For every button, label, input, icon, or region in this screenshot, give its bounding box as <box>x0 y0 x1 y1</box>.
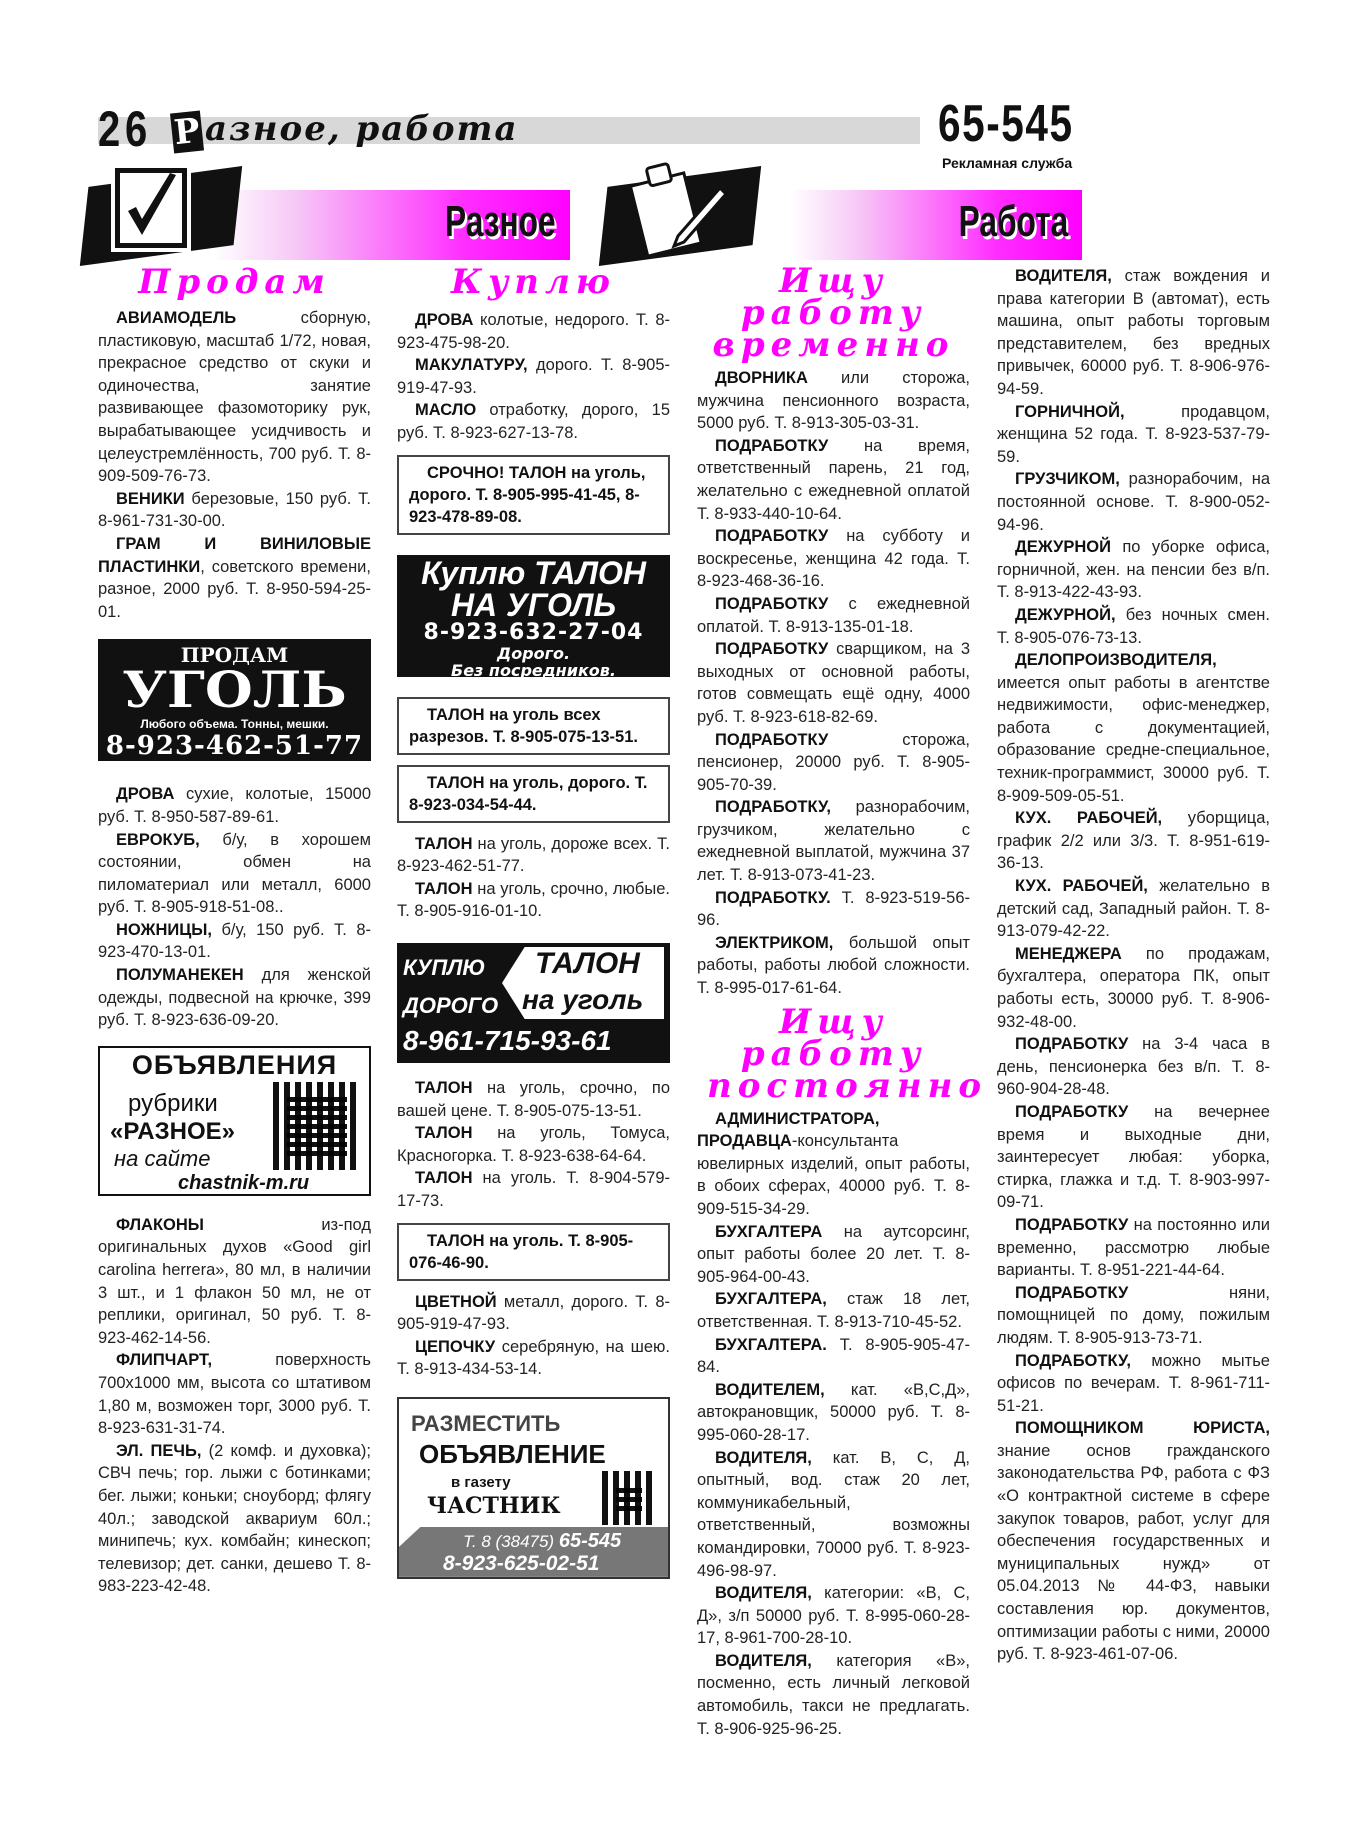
classified-ad <box>997 875 1270 943</box>
ad-text: продавцом, женщина 52 года. Т. 8-923-537-79-59. <box>997 402 1270 466</box>
classified-ad <box>997 468 1270 536</box>
ad-line: Куплю ТАЛОН <box>421 554 646 591</box>
ad-text: на 3-4 часа в день, пенсионерка без в/п. Т. 8-960-904-28-48. <box>997 1035 1270 1099</box>
boxed-ad: СРОЧНО! ТАЛОН на уголь, дорого. Т. 8-905-995-41-45, 8-923-478-89-08. <box>397 455 670 535</box>
classified-ad <box>98 307 371 488</box>
ad-text: без ночных смен. Т. 8-905-076-73-13. <box>997 605 1270 647</box>
ad-heading: ДРОВА <box>415 311 474 329</box>
ad-line: Дорого. <box>496 643 571 663</box>
ad-phone: 8-923-632-27-04 <box>423 619 644 645</box>
ad-heading: ВОДИТЕЛЯ, <box>715 1448 812 1467</box>
ad-text: из-под оригинальных духов «Good girl carolina herrera», 80 мл, в наличии 3 шт., и 1 флакон 50 мл, не от реплики, оригинал, 50 руб. Т. 8-923-462-14-56. <box>98 1215 371 1347</box>
ad-phone-line <box>463 1531 621 1551</box>
ad-text: няни, помощницей по дому, пожилым людям. Т. 8-905-913-73-71. <box>997 1283 1270 1347</box>
coal-ad-top: ПРОДАМ <box>180 643 289 668</box>
classified-ad <box>997 649 1270 807</box>
ad-heading: ЦВЕТНОЙ <box>415 1292 497 1311</box>
classified-ad <box>397 1122 670 1167</box>
site-ad-line1: рубрики <box>128 1089 218 1117</box>
classified-ad <box>697 729 970 797</box>
ad-list <box>697 367 970 1000</box>
ad-text: стаж 18 лет, ответственная. Т. 8-913-710-45-52. <box>697 1290 970 1331</box>
ad-heading: ТАЛОН <box>415 834 473 853</box>
ad-heading: ТАЛОН <box>415 1078 473 1097</box>
ad-heading: ПОДРАБОТКУ <box>1015 1102 1129 1121</box>
checkbox-icon <box>115 168 187 248</box>
ad-heading: ПОДРАБОТКУ <box>715 527 829 546</box>
classified-ad <box>697 1582 970 1650</box>
ad-text: серебряную, на шею. Т. 8-913-434-53-14. <box>397 1337 670 1379</box>
classified-ad <box>997 265 1270 401</box>
ad-text: большой опыт работы, работы любой сложности. Т. 8-995-017-61-64. <box>697 933 970 998</box>
ad-list <box>697 1108 970 1741</box>
ad-heading: БУХГАЛТЕРА, <box>715 1290 827 1309</box>
ad-text: поверхность 700x1000 мм, высота со штативом 1,80 м, возможен торг, 3000 руб. Т. 8-923-631-31-74. <box>98 1351 371 1438</box>
ad-line: в газету <box>451 1473 511 1491</box>
ad-line: РАЗМЕСТИТЬ <box>411 1410 561 1436</box>
classified-ad <box>697 1379 970 1447</box>
ad-text: уборщица, график 2/2 или 3/3. Т. 8-951-619-36-13. <box>997 809 1270 873</box>
ad-heading: ПОМОЩНИКОМ ЮРИСТА, <box>1015 1419 1270 1438</box>
classified-ad <box>997 1101 1270 1214</box>
ad-text: на аутсорсинг, опыт работы более 20 лет. Т. 8-905-964-00-43. <box>697 1222 970 1286</box>
ad-text: металл, дорого. Т. 8-905-919-47-93. <box>397 1292 670 1334</box>
classified-ad <box>697 1447 970 1583</box>
coal-sale-ad <box>98 639 371 761</box>
classified-ad <box>397 1336 670 1381</box>
ad-heading: ЦЕПОЧКУ <box>415 1337 496 1356</box>
ad-heading: АДМИНИСТРАТОРА, ПРОДАВЦА <box>697 1109 880 1151</box>
ad-line: на уголь <box>522 983 644 1015</box>
ad-text: б/у, в хорошем состоянии, обмен на пиломатериал или металл, 6000 руб. Т. 8-905-918-51-08.. <box>98 830 371 917</box>
classified-ad <box>98 783 371 828</box>
rubric-heading: Куплю <box>451 262 616 302</box>
ad-heading: ПОЛУМАНЕКЕН <box>116 966 244 985</box>
classified-ad <box>697 1108 970 1221</box>
ad-text: знание основ гражданского законодательства РФ, работа с ФЗ «О контрактной системе в сфере закупок товаров, работ, услуг для обеспечения государственных и муниципальных нужд» от 05.04.2013 № 44-ФЗ, навыки составления юр. документов, оптимизации работы с ними, 20000 руб. Т. 8-923-461-07-06. <box>997 1441 1270 1664</box>
column-temp-work <box>697 261 988 1740</box>
site-ad-line3: на сайте <box>114 1145 211 1171</box>
classified-ad <box>98 964 371 1032</box>
classified-ad <box>397 399 670 444</box>
ad-text: имеется опыт работы в агентстве недвижимости, офис-менеджер, работа с документацией, образование средне-специальное, техник-программист, 30000 руб. Т. 8-909-509-05-51. <box>997 673 1270 805</box>
classified-ad <box>997 536 1270 604</box>
ad-service-phone: 65-545 <box>938 95 1074 153</box>
ad-tel-number: 65-545 <box>558 1529 622 1552</box>
ad-text: кат. В, С, Д, опытный, вод. стаж 20 лет, коммуникабельный, ответственный, возможны командировки, 70000 руб. Т. 8-923-496-98-97. <box>697 1448 970 1580</box>
ad-heading: ТАЛОН <box>415 1124 473 1143</box>
ad-text: на вечернее время и выходные дни, заинтересует любая: уборка, стирка, глажка и т.д. Т. 8-903-997-09-71. <box>997 1102 1270 1212</box>
ad-heading: ДРОВА <box>116 785 175 804</box>
ad-text: отработку, дорого, 15 руб. Т. 8-923-627-13-78. <box>397 401 670 442</box>
ad-text: на уголь, Томуса, Красногорка. Т. 8-923-638-64-64. <box>397 1124 670 1165</box>
classified-ad <box>697 1650 970 1740</box>
classified-ad <box>697 887 970 932</box>
ad-text: дорого. Т. 8-905-919-47-93. <box>397 356 670 397</box>
boxed-ad: ТАЛОН на уголь всех разрезов. Т. 8-905-075-13-51. <box>397 697 670 755</box>
ad-heading: ГРУЗЧИКОМ, <box>1015 470 1120 489</box>
ad-text: на субботу и воскресенье, женщина 42 года. Т. 8-923-468-36-16. <box>697 527 970 591</box>
ad-text: сторожа, пенсионер, 20000 руб. Т. 8-905-905-70-39. <box>697 730 970 794</box>
classified-ad <box>98 1440 371 1598</box>
ad-text: Т. 8-905-905-47-84. <box>697 1335 970 1377</box>
column-buy <box>397 262 670 1579</box>
ad-text: березовые, 150 руб. Т. 8-961-731-30-00. <box>98 489 371 531</box>
ad-heading: ЕВРОКУБ, <box>116 830 200 849</box>
ad-text: сборную, пластиковую, масштаб 1/72, новая, прекрасное средство от скуки и одиночества, занятие развивающее фазомоторику рук, вырабатывающее усидчивость и целеустремлённость, 700 руб. Т. 8-909-509-76-73. <box>98 309 371 486</box>
ad-line: КУПЛЮ <box>403 954 486 980</box>
ad-heading: КУХ. РАБОЧЕЙ, <box>1015 877 1148 896</box>
ad-text: на уголь, срочно, любые. Т. 8-905-916-01-10. <box>397 879 670 921</box>
classified-ad <box>397 878 670 923</box>
ad-text: разнорабочим, на постоянной основе. Т. 8-900-052-94-96. <box>997 470 1270 534</box>
ad-text: для женской одежды, подвесной на крючке, 399 руб. Т. 8-923-636-09-20. <box>98 966 371 1030</box>
ad-heading: ТАЛОН <box>415 879 473 898</box>
ad-list <box>98 1214 371 1598</box>
section-initial: Р <box>170 111 204 154</box>
coal-ad-phone: 8-923-462-51-77 <box>105 731 364 762</box>
ad-heading: ВОДИТЕЛЯ, <box>715 1584 812 1603</box>
ad-heading: ПОДРАБОТКУ <box>715 730 829 749</box>
ad-heading: БУХГАЛТЕРА <box>715 1222 823 1241</box>
ad-text: -консультанта ювелирных изделий, опыт работы, в обоих сферах, 40000 руб. Т. 8-909-515-34-29. <box>697 1132 970 1218</box>
rubric-heading: Ищу работу постоянно <box>707 1001 988 1106</box>
ad-text: разнорабочим, грузчиком, желательно с ежедневной выплатой, мужчина 37 лет. Т. 8-913-073-41-23. <box>697 798 970 885</box>
column-sell <box>98 262 371 1598</box>
ad-heading: ДЕЖУРНОЙ <box>1015 538 1111 557</box>
ad-line: Без посредников. <box>451 661 616 681</box>
ad-list <box>397 1291 670 1381</box>
classified-ad <box>98 1349 371 1439</box>
ad-text: или сторожа, мужчина пенсионного возраста, 5000 руб. Т. 8-913-305-03-31. <box>697 369 970 433</box>
ad-line: НА УГОЛЬ <box>450 586 617 623</box>
classified-ad <box>397 1167 670 1212</box>
ad-text: на уголь. Т. 8-904-579-17-73. <box>397 1169 670 1210</box>
ad-list <box>98 783 371 1032</box>
site-ad-title: ОБЪЯВЛЕНИЯ <box>131 1049 338 1080</box>
boxed-ad: ТАЛОН на уголь, дорого. Т. 8-923-034-54-44. <box>397 765 670 823</box>
ad-heading: ПОДРАБОТКУ <box>715 436 829 455</box>
classified-ad <box>997 943 1270 1033</box>
page-number: 26 <box>98 101 153 157</box>
ad-heading: ПОДРАБОТКУ. <box>715 888 831 907</box>
classified-ad <box>697 638 970 728</box>
ad-text: можно мытье офисов по вечерам. Т. 8-961-711-51-21. <box>997 1351 1270 1415</box>
ad-text: на постоянно или временно, рассмотрю любые варианты. Т. 8-951-221-44-64. <box>997 1215 1270 1280</box>
ad-heading: МАКУЛАТУРУ, <box>415 356 528 375</box>
ad-heading: БУХГАЛТЕРА. <box>715 1335 827 1354</box>
ad-list <box>397 309 670 445</box>
banner-raznoe-title: Разное <box>445 197 556 246</box>
ad-text: , советского времени, разное, 2000 руб. Т. 8-950-594-25-01. <box>98 557 371 621</box>
ad-heading: ДВОРНИКА <box>715 369 808 387</box>
ad-text: стаж вождения и права категории В (автомат), есть машина, опыт работы торговым представителем, без вредных привычек, 60000 руб. Т. 8-906-976-94-59. <box>997 267 1270 398</box>
qr-code-icon <box>273 1082 361 1170</box>
ad-text: на уголь, дороже всех. Т. 8-923-462-51-77. <box>397 834 670 876</box>
ad-heading: НОЖНИЦЫ, <box>116 920 213 939</box>
classified-ad <box>397 1077 670 1122</box>
ad-phone: 8-961-715-93-61 <box>403 1024 612 1056</box>
rubric-heading: Ищу работу временно <box>712 261 955 365</box>
site-ad-line2: «РАЗНОЕ» <box>110 1117 235 1145</box>
ad-heading: ПОДРАБОТКУ <box>715 640 829 659</box>
classified-ad <box>98 488 371 533</box>
classified-ad <box>397 354 670 399</box>
coal-ad-main: УГОЛЬ <box>122 660 347 720</box>
ad-heading: ФЛАКОНЫ <box>116 1215 204 1234</box>
section-title: азное, работа <box>205 109 519 149</box>
boxed-ad: ТАЛОН на уголь. Т. 8-905-076-46-90. <box>397 1223 670 1281</box>
classified-ad <box>997 401 1270 469</box>
ad-heading: ВОДИТЕЛЯ, <box>1015 267 1112 285</box>
ad-list <box>397 1077 670 1213</box>
classified-ad <box>997 1350 1270 1418</box>
classified-ad <box>98 919 371 964</box>
classified-ad <box>98 533 371 623</box>
ad-text: категории: «В, С, Д», з/п 50000 руб. Т. 8-995-060-28-17, 8-961-700-28-10. <box>697 1584 970 1648</box>
buy-ticket-dear-ad <box>397 943 670 1063</box>
ad-heading: АВИАМОДЕЛЬ <box>116 309 237 327</box>
ad-heading: ДЕЛОПРОИЗВОДИТЕЛЯ, <box>1015 651 1217 670</box>
ad-heading: КУХ. РАБОЧЕЙ, <box>1015 809 1163 828</box>
ad-text: кат. «В,С,Д», автокрановщик, 50000 руб. Т. 8-995-060-28-17. <box>697 1380 970 1444</box>
ad-heading: ТАЛОН <box>415 1169 473 1188</box>
ad-heading: ФЛИПЧАРТ, <box>116 1351 213 1370</box>
classified-ad <box>697 593 970 638</box>
ad-text: б/у, 150 руб. Т. 8-923-470-13-01. <box>98 920 371 962</box>
classified-ad <box>397 833 670 878</box>
ad-heading: ЭЛЕКТРИКОМ, <box>715 933 834 952</box>
ad-text: на уголь, срочно, по вашей цене. Т. 8-905-075-13-51. <box>397 1078 670 1120</box>
ad-heading: ГРАМ И ВИНИЛОВЫЕ ПЛАСТИНКИ <box>98 534 371 576</box>
site-ad-url: chastnik-m.ru <box>178 1171 310 1194</box>
place-ad-promo <box>397 1397 670 1579</box>
classified-ad <box>697 1334 970 1379</box>
rubric-heading: Продам <box>138 262 331 302</box>
ad-text: по продажам, бухгалтера, оператора ПК, опыт работы есть, 30000 руб. Т. 8-906-932-48-00. <box>997 944 1270 1031</box>
ad-heading: ПОДРАБОТКУ <box>1015 1215 1129 1234</box>
ad-line: ОБЪЯВЛЕНИЕ <box>419 1438 606 1469</box>
ad-heading: ВОДИТЕЛЯ, <box>715 1651 812 1670</box>
ad-text: (2 комф. и духовка); СВЧ печь; гор. лыжи с ботинками; бег. лыжи; коньки; сноуборд; флягу 40л.; заводской аквариум 60л.; минипечь; кух. комбайн; кинескоп; телевизор; дет. санки, дешево Т. 8-983-223-42-48. <box>98 1441 371 1596</box>
ad-tel-prefix: Т. 8 (38475) <box>463 1531 555 1551</box>
ad-list <box>98 307 371 623</box>
ad-heading: ПОДРАБОТКУ <box>1015 1283 1129 1302</box>
ad-heading: ПОДРАБОТКУ <box>715 594 829 613</box>
ad-heading: ВОДИТЕЛЕМ, <box>715 1380 825 1399</box>
ad-heading: ВЕНИКИ <box>116 489 185 508</box>
qr-code-icon <box>602 1471 656 1525</box>
classified-ad <box>697 932 970 1000</box>
ad-text: по уборке офиса, горничной, жен. на пенсии без в/п. Т. 8-913-422-43-93. <box>997 538 1270 602</box>
ad-line: ТАЛОН <box>535 946 640 980</box>
ad-text: сухие, колотые, 15000 руб. Т. 8-950-587-89-61. <box>98 785 371 826</box>
classified-ad <box>98 1214 371 1350</box>
classified-ad <box>697 525 970 593</box>
ad-heading: ГОРНИЧНОЙ, <box>1015 402 1125 421</box>
classified-ad <box>397 1291 670 1336</box>
ad-text: сварщиком, на 3 выходных от основной работы, готов совмещать ещё одну, 4000 руб. Т. 8-923-618-82-69. <box>697 640 970 726</box>
classified-ad <box>997 807 1270 875</box>
ad-text: желательно в детский сад, Западный район. Т. 8-913-079-42-22. <box>997 877 1270 941</box>
ad-heading: ПОДРАБОТКУ, <box>1015 1351 1131 1370</box>
ad-heading: ЭЛ. ПЕЧЬ, <box>116 1441 202 1460</box>
column-permanent-work <box>997 265 1270 1666</box>
classified-ad <box>697 1221 970 1289</box>
classified-ad <box>997 1282 1270 1350</box>
buy-coal-ticket-ad <box>397 554 670 681</box>
ad-text: на время, ответственный парень, 21 год, желательно с ежедневной оплатой Т. 8-933-440-10-64. <box>697 436 970 523</box>
ad-list <box>997 265 1270 1666</box>
classified-ad <box>997 1417 1270 1666</box>
ad-text: Т. 8-923-519-56-96. <box>697 888 970 930</box>
classified-ad <box>697 1288 970 1333</box>
ad-text: колотые, недорого. Т. 8-923-475-98-20. <box>397 311 670 352</box>
ad-service-label: Рекламная служба <box>942 155 1073 171</box>
ad-text: категория «В», посменно, есть личный легковой автомобиль, такси не предлагать. Т. 8-906-925-96-25. <box>697 1651 970 1738</box>
clipboard-pen-icon <box>628 158 728 263</box>
classified-ad <box>697 367 970 435</box>
ad-list <box>397 833 670 923</box>
classified-ad <box>997 1033 1270 1101</box>
ad-line: ДОРОГО <box>403 992 499 1018</box>
ad-text: с ежедневной оплатой. Т. 8-913-135-01-18. <box>697 594 970 636</box>
banner-rabota-title: Работа <box>958 197 1068 246</box>
classified-ad <box>98 829 371 919</box>
banner-rabota <box>740 190 1082 260</box>
coal-ad-sub: Любого объема. Тонны, мешки. <box>140 717 329 732</box>
classified-ad <box>397 309 670 354</box>
newspaper-logo: ЧАСТНИК <box>427 1492 561 1519</box>
classified-ad <box>997 1214 1270 1282</box>
ad-heading: ПОДРАБОТКУ <box>1015 1035 1129 1054</box>
ad-heading: МЕНЕДЖЕРА <box>1015 944 1122 963</box>
ad-phone: 8-923-625-02-51 <box>443 1551 600 1575</box>
site-ad <box>98 1046 371 1196</box>
classified-ad <box>997 604 1270 649</box>
ad-heading: ДЕЖУРНОЙ, <box>1015 605 1116 624</box>
ad-heading: МАСЛО <box>415 401 477 420</box>
classified-ad <box>697 796 970 886</box>
ad-heading: ПОДРАБОТКУ, <box>715 798 831 817</box>
classified-ad <box>697 435 970 525</box>
